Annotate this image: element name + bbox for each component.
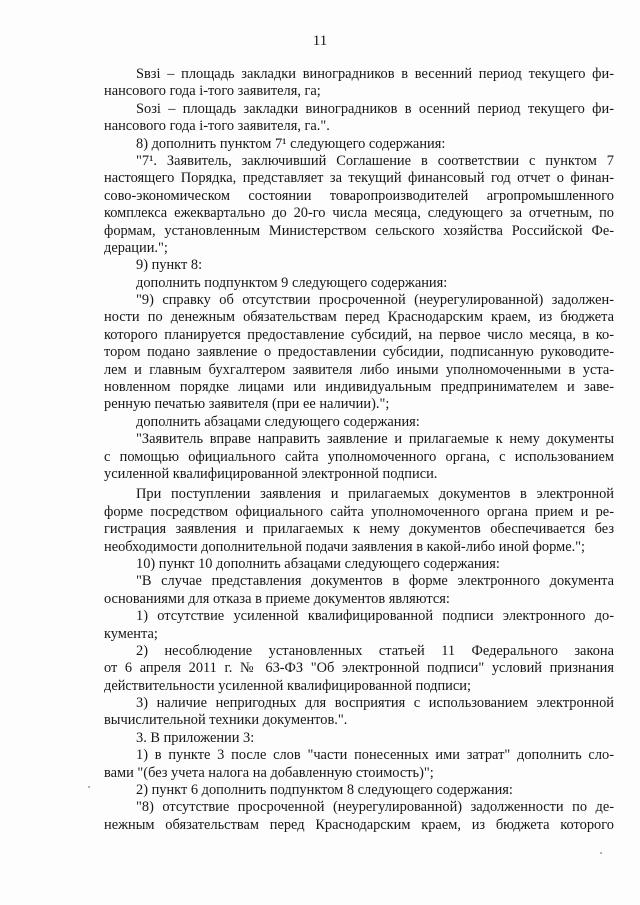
scan-speck — [600, 852, 602, 854]
text-line: 8) дополнить пунктом 7¹ следующего содержания: — [136, 135, 446, 152]
text-line: ренную печатью заявителя (при ее наличии)."; — [104, 396, 390, 413]
document-body — [104, 66, 614, 834]
text-line: Sозi – площадь закладки виноградников в осенний период текущего фи- — [136, 100, 614, 117]
text-line: форме посредством официального сайта уполномоченного органа прием и ре- — [104, 503, 614, 520]
text-line: настоящего Порядка, представляет за текущий финансовый год отчет о финан- — [104, 170, 614, 187]
text-line: дерации."; — [104, 239, 168, 256]
text-line: 2) пункт 6 дополнить подпунктом 8 следующего содержания: — [136, 782, 513, 799]
text-line: 1) отсутствие усиленной квалифицированной подписи электронного до- — [136, 608, 614, 625]
text-line: которого планируется предоставление субсидий, на первое число месяца, в ко- — [104, 326, 614, 343]
page-number: 11 — [312, 33, 328, 49]
text-line: 3. В приложении 3: — [136, 729, 255, 746]
text-line: 9) пункт 8: — [136, 257, 203, 274]
text-line: тором подано заявление о предоставлении субсидии, подписанную руководите- — [104, 344, 614, 361]
text-line: от 6 апреля 2011 г. № 63-ФЗ "Об электронной подписи" условий признания — [104, 660, 614, 677]
scan-speck — [88, 786, 90, 788]
text-line: вами "(без учета налога на добавленную стоимость)"; — [104, 764, 434, 781]
text-line: "8) отсутствие просроченной (неурегулированной) задолженности по де- — [136, 799, 614, 816]
text-line: формам, установленным Министерством сельского хозяйства Российской Фе- — [104, 222, 614, 239]
text-line: "7¹. Заявитель, заключивший Соглашение в соответствии с пунктом 7 — [136, 152, 614, 169]
text-line: дополнить подпунктом 9 следующего содержания: — [136, 274, 448, 291]
text-line: сово-экономическом состоянии товаропроизводителей агропромышленного — [104, 187, 614, 204]
text-line: усиленной квалифицированной электронной подписи. — [104, 465, 438, 482]
text-line: дополнить абзацами следующего содержания: — [136, 413, 420, 430]
text-line: вычислительной техники документов.". — [104, 712, 348, 729]
text-line: 1) в пункте 3 после слов "части понесенных ими затрат" дополнить сло- — [136, 747, 614, 764]
text-line: При поступлении заявления и прилагаемых документов в электронной — [136, 486, 614, 503]
text-line: необходимости дополнительной подачи заявления в какой-либо иной форме."; — [104, 538, 586, 555]
text-line: гистрация заявления и прилагаемых к нему документов обеспечивается без — [104, 521, 614, 538]
text-line: нансового года i-того заявителя, га.". — [104, 118, 330, 135]
text-line: "В случае представления документов в форме электронного документа — [136, 573, 614, 590]
text-line: новленном порядке лицами или индивидуальным предпринимателем и заве- — [104, 379, 614, 396]
text-line: ности по денежным обязательствам перед Краснодарским краем, из бюджета — [104, 309, 614, 326]
text-line: нансового года i-того заявителя, га; — [104, 83, 321, 100]
text-line: "9) справку об отсутствии просроченной (неурегулированной) задолжен- — [136, 292, 614, 309]
text-line: действительности усиленной квалифицированной подписи; — [104, 677, 471, 694]
text-line: Sвзi – площадь закладки виноградников в весенний период текущего фи- — [136, 66, 614, 82]
text-line: комплекса ежеквартально до 20-го числа месяца, следующего за отчетным, по — [104, 205, 614, 222]
text-line: "Заявитель вправе направить заявление и прилагаемые к нему документы — [136, 431, 614, 448]
text-line: кумента; — [104, 625, 158, 642]
text-line: лем и главным бухгалтером заявителя либо иными уполномоченными в уста- — [104, 361, 614, 378]
text-line: 10) пункт 10 дополнить абзацами следующего содержания: — [136, 555, 500, 572]
text-line: с помощью официального сайта уполномоченного органа, с использованием — [104, 448, 614, 465]
text-line: основаниями для отказа в приеме документов являются: — [104, 590, 450, 607]
text-line: 2) несоблюдение установленных статьей 11 Федерального закона — [136, 642, 614, 659]
text-line: 3) наличие непригодных для восприятия с использованием электронной — [136, 695, 614, 712]
text-line: нежным обязательствам перед Краснодарским краем, из бюджета которого — [104, 816, 614, 833]
